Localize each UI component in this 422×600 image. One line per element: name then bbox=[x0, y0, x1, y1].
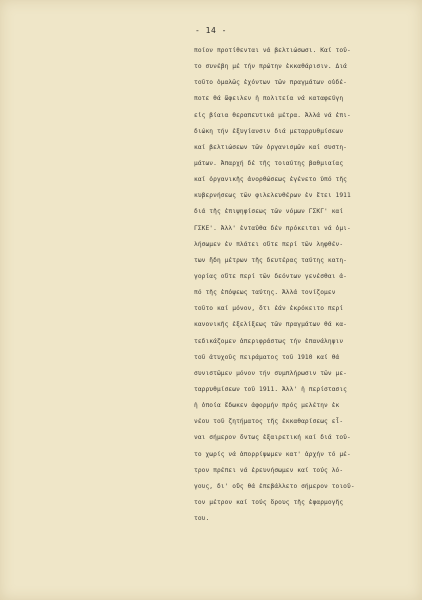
text-line: του. bbox=[194, 515, 210, 523]
text-line: ΓΣΚΕ'. Ἀλλ' ἐνταῦθα δέν πρόκειται νά ὁμι- bbox=[194, 224, 351, 232]
text-line: τον μέτρον καί τούς ὅρους τῆς ἐφαρμογῆς bbox=[194, 498, 344, 506]
text-line: το συνέβη μέ τήν πρώτην ἐκκαθάρισιν. Διά bbox=[194, 63, 348, 71]
text-line: ταρρυθμίσεων τοῦ 1911. Ἀλλ' ἡ περίστασις bbox=[194, 385, 348, 393]
text-line: γους, δι' οὕς θά ἐπεβάλλετο σήμερον τοιοῦ- bbox=[194, 482, 355, 490]
text-line: των ἤδη μέτρων τῆς δευτέρας ταύτης κατη- bbox=[194, 256, 348, 264]
text-line: καί βελτιώσεων τῶν ὀργανισμῶν καί συστη- bbox=[194, 143, 348, 151]
text-line: συνιστῶμεν μόνον τήν συμπλήρωσιν τῶν με- bbox=[194, 369, 348, 377]
text-line: διώκη τήν ἐξυγίανσιν διά μεταρρυθμίσεων bbox=[194, 127, 344, 135]
text-line: κανονικῆς ἐξελίξεως τῶν πραγμάτων θά κα- bbox=[194, 321, 348, 329]
text-line: ἡ ὁποία ἔδωκεν ἀφορμήν πρός μελέτην ἐκ bbox=[194, 402, 340, 410]
text-line: τεδικάζομεν ἀπεριφράστως τήν ἐπανάληψιν bbox=[194, 337, 344, 345]
text-line: πό τῆς ἐπόψεως ταύτης. Ἀλλά τονίζομεν bbox=[194, 289, 336, 297]
text-line: τοῦτο ὁμαλῶς ἐχόντων τῶν πραγμάτων οὐδέ- bbox=[194, 79, 348, 87]
body-text bbox=[194, 43, 412, 527]
text-line: καί ὀργανικῆς ἀνορθώσεως ἐγένετο ὑπό τῆς bbox=[194, 176, 348, 184]
text-line: τοῦτο καί μόνον, ὅτι ἐάν ἐκρόκειτο περί bbox=[194, 305, 344, 313]
text-line: κυβερνήσεως τῶν φιλελευθέρων ἐν ἔτει 1911 bbox=[194, 192, 351, 200]
text-line: γορίας οὔτε περί τῶν δεόντων γενέσθαι ἀ- bbox=[194, 272, 348, 280]
text-line: ποτε θά ὤφειλεν ἡ πολιτεία νά καταφεύγη bbox=[194, 95, 344, 103]
text-line: μάτων. Ἀπαρχή δέ τῆς τοιαύτης βαθμιαίας bbox=[194, 159, 344, 167]
text-line: τρον πρέπει νά ἐρευνήσωμεν καί τούς λό- bbox=[194, 466, 344, 474]
text-line: ποίον προτίθενται νά βελτιώσωσι. Καί τοῦ- bbox=[194, 47, 351, 54]
text-line: τοῦ ἀτυχοῦς πειράματος τοῦ 1910 καί θά bbox=[194, 353, 340, 361]
text-line: το χωρίς νά ἀπορρίψωμεν κατ' ἀρχήν τό μέ- bbox=[194, 450, 351, 458]
text-line: λήσωμεν ἐν πλάτει οὔτε περί τῶν ληφθέν- bbox=[194, 240, 344, 248]
text-line: νέου τοῦ ζητήματος τῆς ἐκκαθαρίσεως εἶ- bbox=[194, 418, 344, 426]
text-line: εἰς βίαια θεραπευτικά μέτρα. Ἀλλά νά ἐπι- bbox=[194, 111, 351, 119]
page-number: - 14 - bbox=[195, 26, 227, 35]
text-line: διά τῆς ἐπιψηφίσεως τῶν νόμων ΓΣΚΓ' καί bbox=[194, 208, 344, 216]
text-line: ναι σήμερον ὄντως ἐξαιρετική καί διά τοῦ- bbox=[194, 434, 351, 442]
